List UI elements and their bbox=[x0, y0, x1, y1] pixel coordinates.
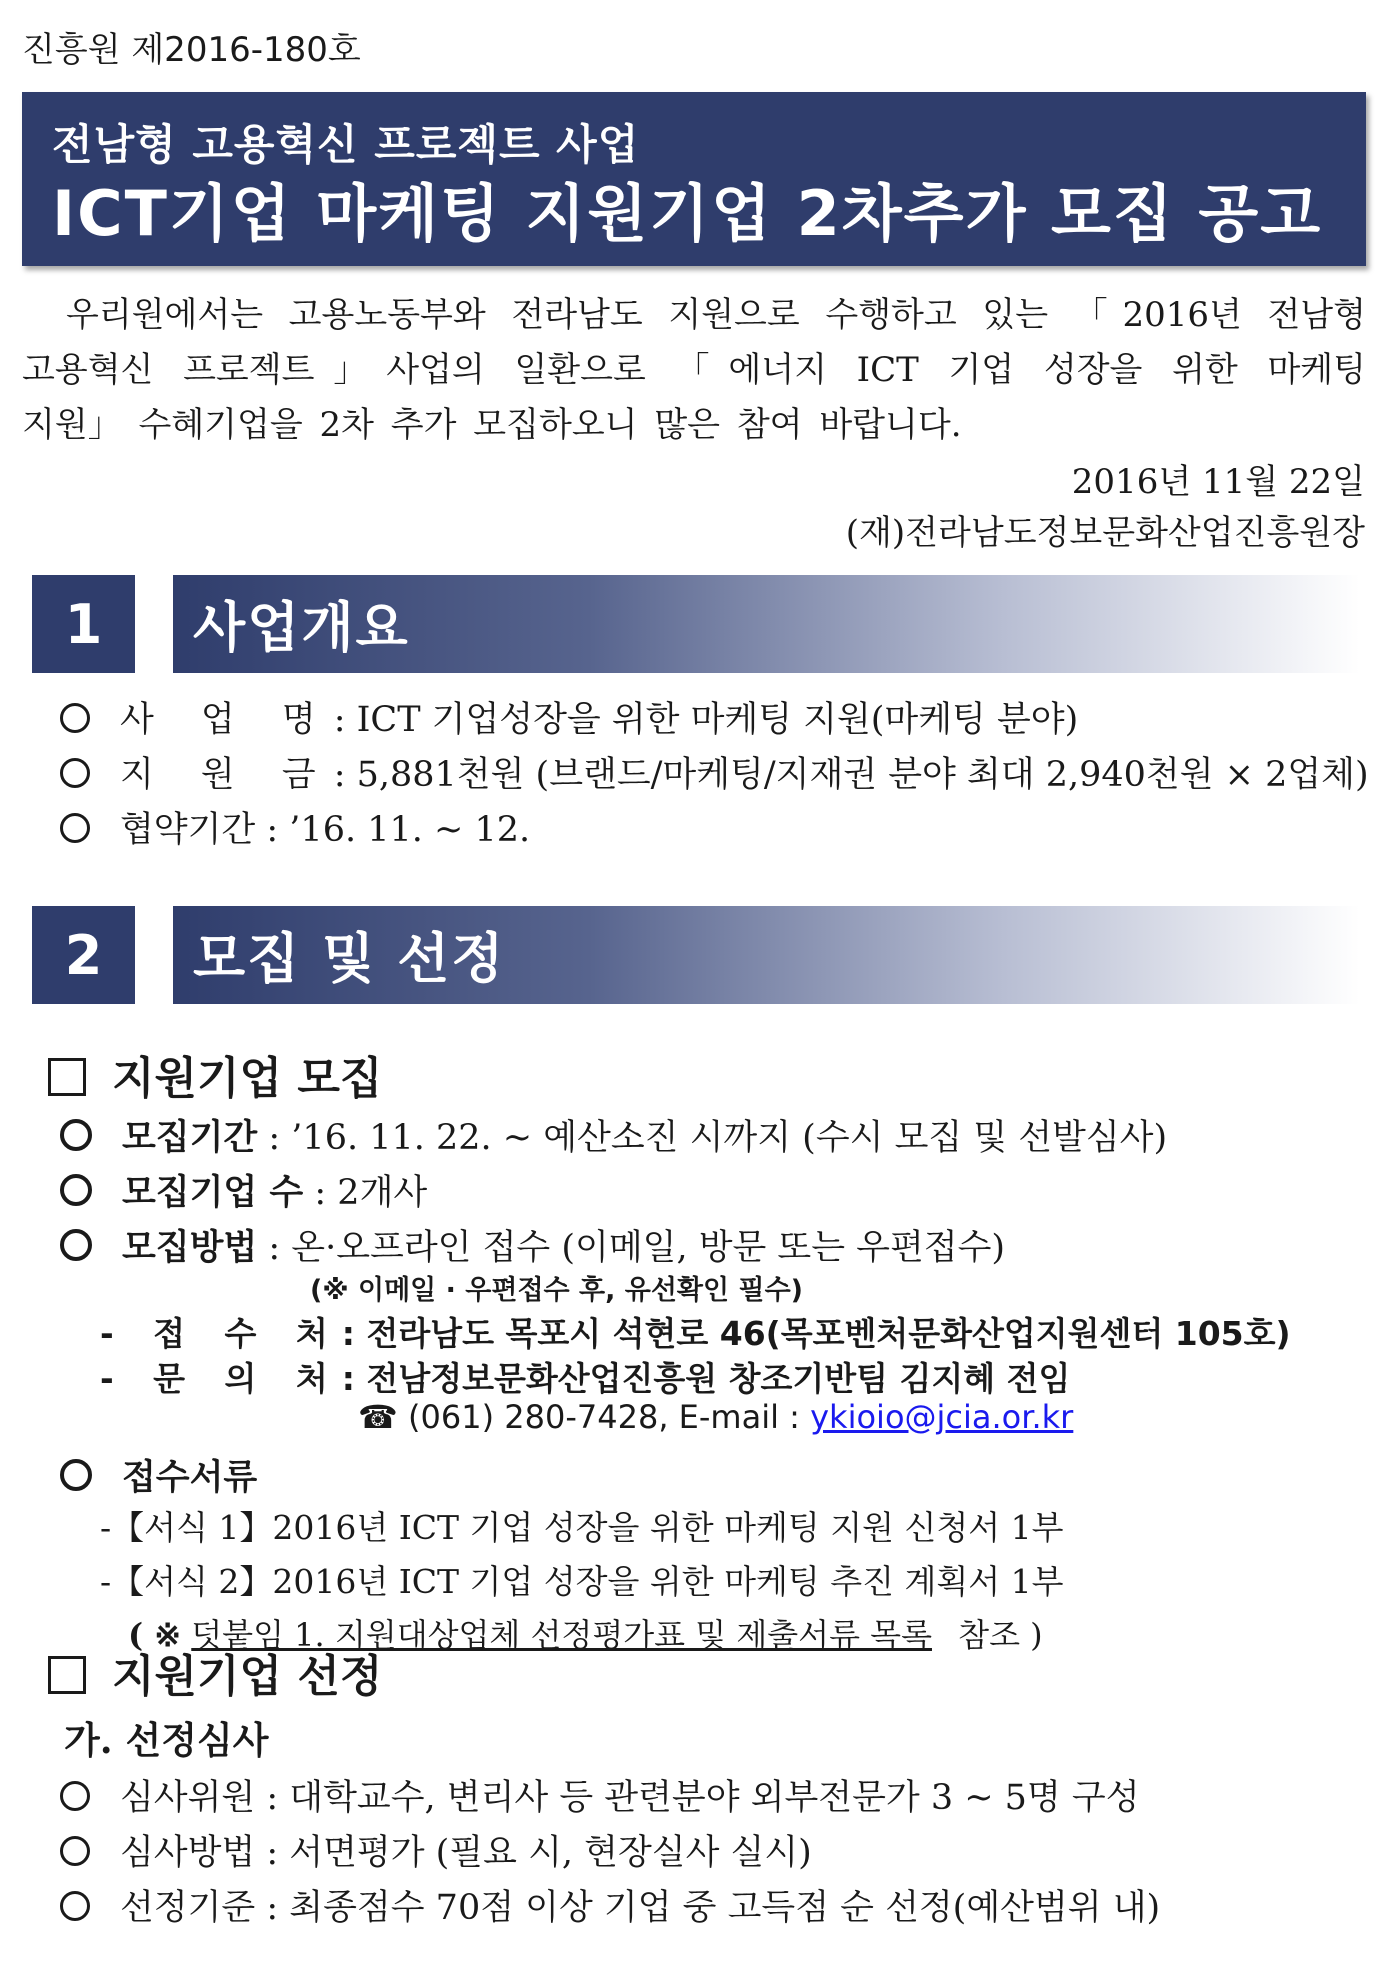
recruit-heading: 지원기업 모집 bbox=[48, 1042, 382, 1106]
section-1-number: 1 bbox=[32, 575, 135, 673]
circle-bullet-icon bbox=[60, 1891, 90, 1921]
intro-line-2: 고용혁신 프로젝트」사업의 일환으로 「에너지 ICT 기업 성장을 위한 마케팅 bbox=[22, 350, 1366, 390]
section-2-title: 모집 및 선정 bbox=[193, 927, 506, 990]
review-method: 심사방법 : 서면평가 (필요 시, 현장실사 실시) bbox=[60, 1825, 812, 1875]
circle-bullet-icon bbox=[60, 1229, 92, 1261]
notice-date: 2016년 11월 22일 bbox=[1071, 462, 1365, 502]
section-1-title: 사업개요 bbox=[193, 596, 410, 659]
section-2-number: 2 bbox=[32, 906, 135, 1004]
selection-subheading: 가. 선정심사 bbox=[64, 1718, 269, 1762]
selection-heading: 지원기업 선정 bbox=[48, 1640, 382, 1704]
selection-criteria: 선정기준 : 최종점수 70점 이상 기업 중 고득점 순 선정(예산범위 내) bbox=[60, 1880, 1160, 1930]
overview-item-funding: 지 원 금: 5,881천원 (브랜드/마케팅/지재권 분야 최대 2,940천원 × 2업체) bbox=[60, 747, 1369, 797]
overview-item-period: 협약기간 : ’16. 11. ~ 12. bbox=[60, 802, 530, 852]
circle-bullet-icon bbox=[60, 1174, 92, 1206]
intro-line-1: 우리원에서는 고용노동부와 전라남도 지원으로 수행하고 있는 「2016년 전남형 bbox=[66, 295, 1366, 335]
circle-bullet-icon bbox=[60, 1836, 90, 1866]
attachment-reference: 덧붙임 1. 지원대상업체 선정평가표 및 제출서류 목록 bbox=[191, 1616, 932, 1654]
phone-icon: ☎ bbox=[358, 1398, 398, 1436]
attachment-note: ( ※ 덧붙임 1. 지원대상업체 선정평가표 및 제출서류 목록 참조 ) bbox=[128, 1616, 1043, 1654]
contact-phone-email bbox=[358, 1398, 1073, 1436]
checkbox-square-icon bbox=[48, 1656, 86, 1694]
banner-title: ICT기업 마케팅 지원기업 2차추가 모집 공고 bbox=[52, 177, 1323, 250]
circle-bullet-icon bbox=[60, 1459, 92, 1491]
section-1-bar bbox=[173, 575, 1360, 673]
phone-number: (061) 280-7428, E-mail : bbox=[408, 1398, 800, 1436]
circle-bullet-icon bbox=[60, 813, 90, 843]
section-2-bar bbox=[173, 906, 1360, 1004]
banner-subtitle: 전남형 고용혁신 프로젝트 사업 bbox=[52, 120, 640, 169]
title-banner bbox=[22, 92, 1366, 266]
intro-line-3: 지원」 수혜기업을 2차 추가 모집하오니 많은 참여 바랍니다. bbox=[22, 405, 962, 445]
circle-bullet-icon bbox=[60, 1119, 92, 1151]
contact-person: - 문 의 처: 전남정보문화산업진흥원 창조기반팀 김지혜 전임 bbox=[100, 1359, 1071, 1398]
overview-item-name: 사 업 명: ICT 기업성장을 위한 마케팅 지원(마케팅 분야) bbox=[60, 692, 1078, 742]
email-link[interactable]: ykioio@jcia.or.kr bbox=[810, 1398, 1074, 1436]
method-note: (※ 이메일 · 우편접수 후, 유선확인 필수) bbox=[310, 1275, 803, 1306]
circle-bullet-icon bbox=[60, 1781, 90, 1811]
receipt-location: - 접 수 처: 전라남도 목포시 석현로 46(목포벤처문화산업지원센터 105호) bbox=[100, 1314, 1291, 1353]
review-committee: 심사위원 : 대학교수, 변리사 등 관련분야 외부전문가 3 ~ 5명 구성 bbox=[60, 1770, 1140, 1820]
checkbox-square-icon bbox=[48, 1058, 86, 1096]
recruit-count: 모집기업 수 : 2개사 bbox=[60, 1165, 427, 1215]
recruit-method: 모집방법 : 온·오프라인 접수 (이메일, 방문 또는 우편접수) bbox=[60, 1220, 1005, 1270]
doc-form-1: -【서식 1】2016년 ICT 기업 성장을 위한 마케팅 지원 신청서 1부 bbox=[100, 1508, 1064, 1547]
recruit-period: 모집기간 : ’16. 11. 22. ~ 예산소진 시까지 (수시 모집 및 선발심사) bbox=[60, 1110, 1167, 1160]
docs-heading: 접수서류 bbox=[60, 1450, 257, 1500]
doc-form-2: -【서식 2】2016년 ICT 기업 성장을 위한 마케팅 추진 계획서 1부 bbox=[100, 1562, 1064, 1601]
issuer-name: (재)전라남도정보문화산업진흥원장 bbox=[845, 513, 1365, 553]
document-number: 진흥원 제2016-180호 bbox=[22, 30, 361, 70]
circle-bullet-icon bbox=[60, 758, 90, 788]
circle-bullet-icon bbox=[60, 703, 90, 733]
